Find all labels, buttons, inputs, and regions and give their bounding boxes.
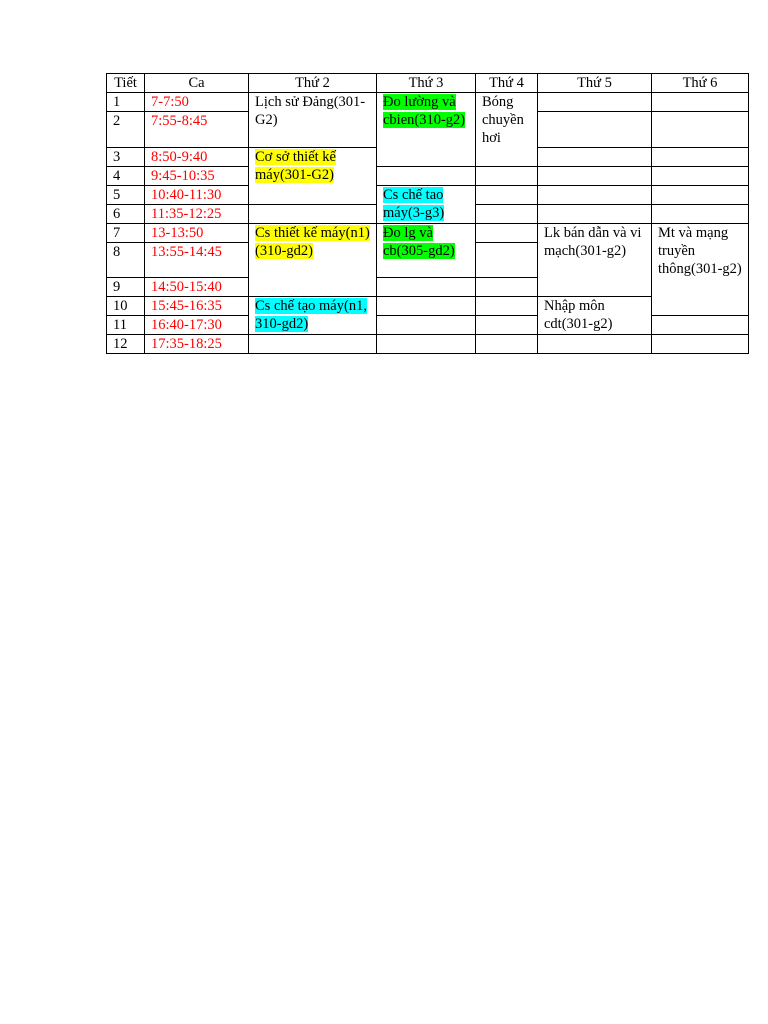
empty-cell [476,167,538,186]
empty-cell [652,205,749,224]
empty-cell [476,205,538,224]
period-row-5 [107,186,749,205]
empty-cell [652,112,749,148]
class-label-highlighted: Cs chế tạo máy(n1, 310-gd2) [255,298,367,332]
period-number: 5 [107,186,145,205]
empty-cell [249,205,377,224]
period-row-12 [107,335,749,354]
period-number: 11 [107,316,145,335]
empty-cell [652,335,749,354]
header-ca: Ca [145,74,249,93]
period-time: 10:40-11:30 [145,186,249,205]
empty-cell [377,297,476,316]
period-number: 3 [107,148,145,167]
period-number: 10 [107,297,145,316]
header-thu3: Thứ 3 [377,74,476,93]
class-cell-lk-ban-dan [538,224,652,297]
header-thu4: Thứ 4 [476,74,538,93]
empty-cell [652,167,749,186]
class-label: Lịch sử Đảng(301-G2) [255,94,366,128]
period-number: 7 [107,224,145,243]
period-time: 14:50-15:40 [145,278,249,297]
header-row [107,74,749,93]
class-cell-cs-thiet-ke-may [249,224,377,297]
period-number: 1 [107,93,145,112]
period-number: 4 [107,167,145,186]
period-time: 11:35-12:25 [145,205,249,224]
header-thu2: Thứ 2 [249,74,377,93]
period-number: 6 [107,205,145,224]
period-time: 17:35-18:25 [145,335,249,354]
class-cell-do-luong-cbien [377,93,476,167]
period-time: 13:55-14:45 [145,243,249,278]
header-tiet: Tiết [107,74,145,93]
period-number: 12 [107,335,145,354]
empty-cell [377,278,476,297]
class-label-highlighted: Đo lường và cbien(310-g2) [383,94,466,128]
empty-cell [652,316,749,335]
class-cell-do-lg-cb [377,224,476,278]
header-thu5: Thứ 5 [538,74,652,93]
class-label-highlighted: Cs chế tao máy(3-g3) [383,187,445,221]
class-cell-nhap-mon-cdt [538,297,652,335]
period-row-11 [107,316,749,335]
empty-cell [476,186,538,205]
empty-cell [476,316,538,335]
empty-cell [538,335,652,354]
class-cell-bong-chuyen-hoi [476,93,538,167]
class-cell-cs-che-tao-may-thu2 [249,297,377,335]
empty-cell [249,335,377,354]
period-row-4 [107,167,749,186]
period-time: 7:55-8:45 [145,112,249,148]
empty-cell [476,224,538,243]
empty-cell [538,186,652,205]
period-row-1 [107,93,749,112]
class-label: Lk bán dẫn và vi mạch(301-g2) [544,225,642,259]
header-thu6: Thứ 6 [652,74,749,93]
period-time: 7-7:50 [145,93,249,112]
class-label: Nhập môn cdt(301-g2) [544,298,613,332]
empty-cell [476,297,538,316]
period-row-7 [107,224,749,243]
class-cell-lich-su-dang [249,93,377,148]
empty-cell [476,278,538,297]
period-number: 8 [107,243,145,278]
period-time: 8:50-9:40 [145,148,249,167]
period-time: 9:45-10:35 [145,167,249,186]
class-label-highlighted: Cơ sở thiết kế máy(301-G2) [255,149,336,183]
class-cell-mt-mang-truyen-thong [652,224,749,316]
class-cell-co-so-thiet-ke-may [249,148,377,205]
empty-cell [476,335,538,354]
empty-cell [377,316,476,335]
class-label-highlighted: Cs thiết kế máy(n1)(310-gd2) [255,225,370,259]
empty-cell [538,148,652,167]
timetable [106,73,749,354]
period-time: 16:40-17:30 [145,316,249,335]
class-label-highlighted: Đo lg và cb(305-gd2) [383,225,455,259]
period-time: 15:45-16:35 [145,297,249,316]
period-number: 2 [107,112,145,148]
empty-cell [476,243,538,278]
class-label: Bóng chuyền hơi [482,94,524,146]
class-label: Mt và mạng truyền thông(301-g2) [658,225,742,277]
empty-cell [377,335,476,354]
empty-cell [652,93,749,112]
empty-cell [538,167,652,186]
period-time: 13-13:50 [145,224,249,243]
empty-cell [538,205,652,224]
empty-cell [652,186,749,205]
empty-cell [377,167,476,186]
period-number: 9 [107,278,145,297]
empty-cell [538,93,652,112]
empty-cell [652,148,749,167]
class-cell-cs-che-tao-may-thu3 [377,186,476,224]
empty-cell [538,112,652,148]
